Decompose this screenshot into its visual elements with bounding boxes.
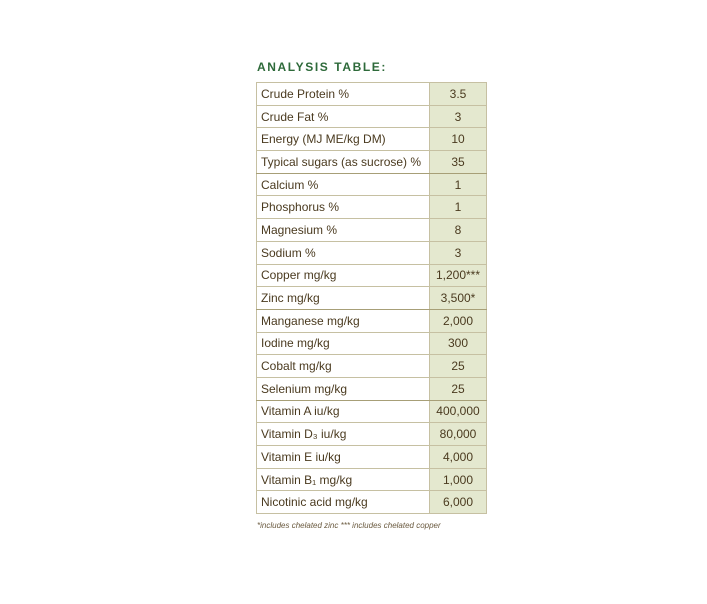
- row-value: 1: [430, 173, 487, 196]
- row-value: 400,000: [430, 400, 487, 423]
- row-value: 8: [430, 219, 487, 242]
- row-label: Energy (MJ ME/kg DM): [257, 128, 430, 151]
- row-value: 35: [430, 151, 487, 174]
- table-row: [257, 173, 487, 196]
- table-row: [257, 491, 487, 514]
- row-label: Vitamin B₁ mg/kg: [257, 468, 430, 491]
- row-label: Iodine mg/kg: [257, 332, 430, 355]
- table-row: [257, 309, 487, 332]
- row-value: 3,500*: [430, 287, 487, 310]
- row-value: 6,000: [430, 491, 487, 514]
- row-value: 80,000: [430, 423, 487, 446]
- row-label: Zinc mg/kg: [257, 287, 430, 310]
- footnote: *includes chelated zinc *** includes chelated copper: [257, 521, 441, 530]
- row-label: Magnesium %: [257, 219, 430, 242]
- row-value: 300: [430, 332, 487, 355]
- row-label: Vitamin A iu/kg: [257, 400, 430, 423]
- table-row: [257, 287, 487, 310]
- row-value: 3: [430, 241, 487, 264]
- row-value: 1,200***: [430, 264, 487, 287]
- table-row: [257, 128, 487, 151]
- table-row: [257, 196, 487, 219]
- row-label: Manganese mg/kg: [257, 309, 430, 332]
- table-row: [257, 400, 487, 423]
- row-value: 1: [430, 196, 487, 219]
- row-label: Cobalt mg/kg: [257, 355, 430, 378]
- table-row: [257, 468, 487, 491]
- row-value: 25: [430, 355, 487, 378]
- row-label: Crude Fat %: [257, 105, 430, 128]
- row-value: 3.5: [430, 83, 487, 106]
- row-label: Phosphorus %: [257, 196, 430, 219]
- table-row: [257, 355, 487, 378]
- row-value: 25: [430, 377, 487, 400]
- table-row: [257, 446, 487, 469]
- table-row: [257, 377, 487, 400]
- row-label: Calcium %: [257, 173, 430, 196]
- row-label: Typical sugars (as sucrose) %: [257, 151, 430, 174]
- table-row: [257, 423, 487, 446]
- analysis-table: [256, 82, 487, 514]
- row-label: Selenium mg/kg: [257, 377, 430, 400]
- table-row: [257, 83, 487, 106]
- table-row: [257, 241, 487, 264]
- table-row: [257, 264, 487, 287]
- row-label: Vitamin E iu/kg: [257, 446, 430, 469]
- row-label: Nicotinic acid mg/kg: [257, 491, 430, 514]
- table-row: [257, 332, 487, 355]
- table-row: [257, 151, 487, 174]
- row-value: 4,000: [430, 446, 487, 469]
- table-row: [257, 105, 487, 128]
- row-label: Crude Protein %: [257, 83, 430, 106]
- row-label: Vitamin D₃ iu/kg: [257, 423, 430, 446]
- row-label: Copper mg/kg: [257, 264, 430, 287]
- row-label: Sodium %: [257, 241, 430, 264]
- table-heading: ANALYSIS TABLE:: [257, 60, 388, 74]
- row-value: 2,000: [430, 309, 487, 332]
- table-row: [257, 219, 487, 242]
- row-value: 3: [430, 105, 487, 128]
- row-value: 1,000: [430, 468, 487, 491]
- row-value: 10: [430, 128, 487, 151]
